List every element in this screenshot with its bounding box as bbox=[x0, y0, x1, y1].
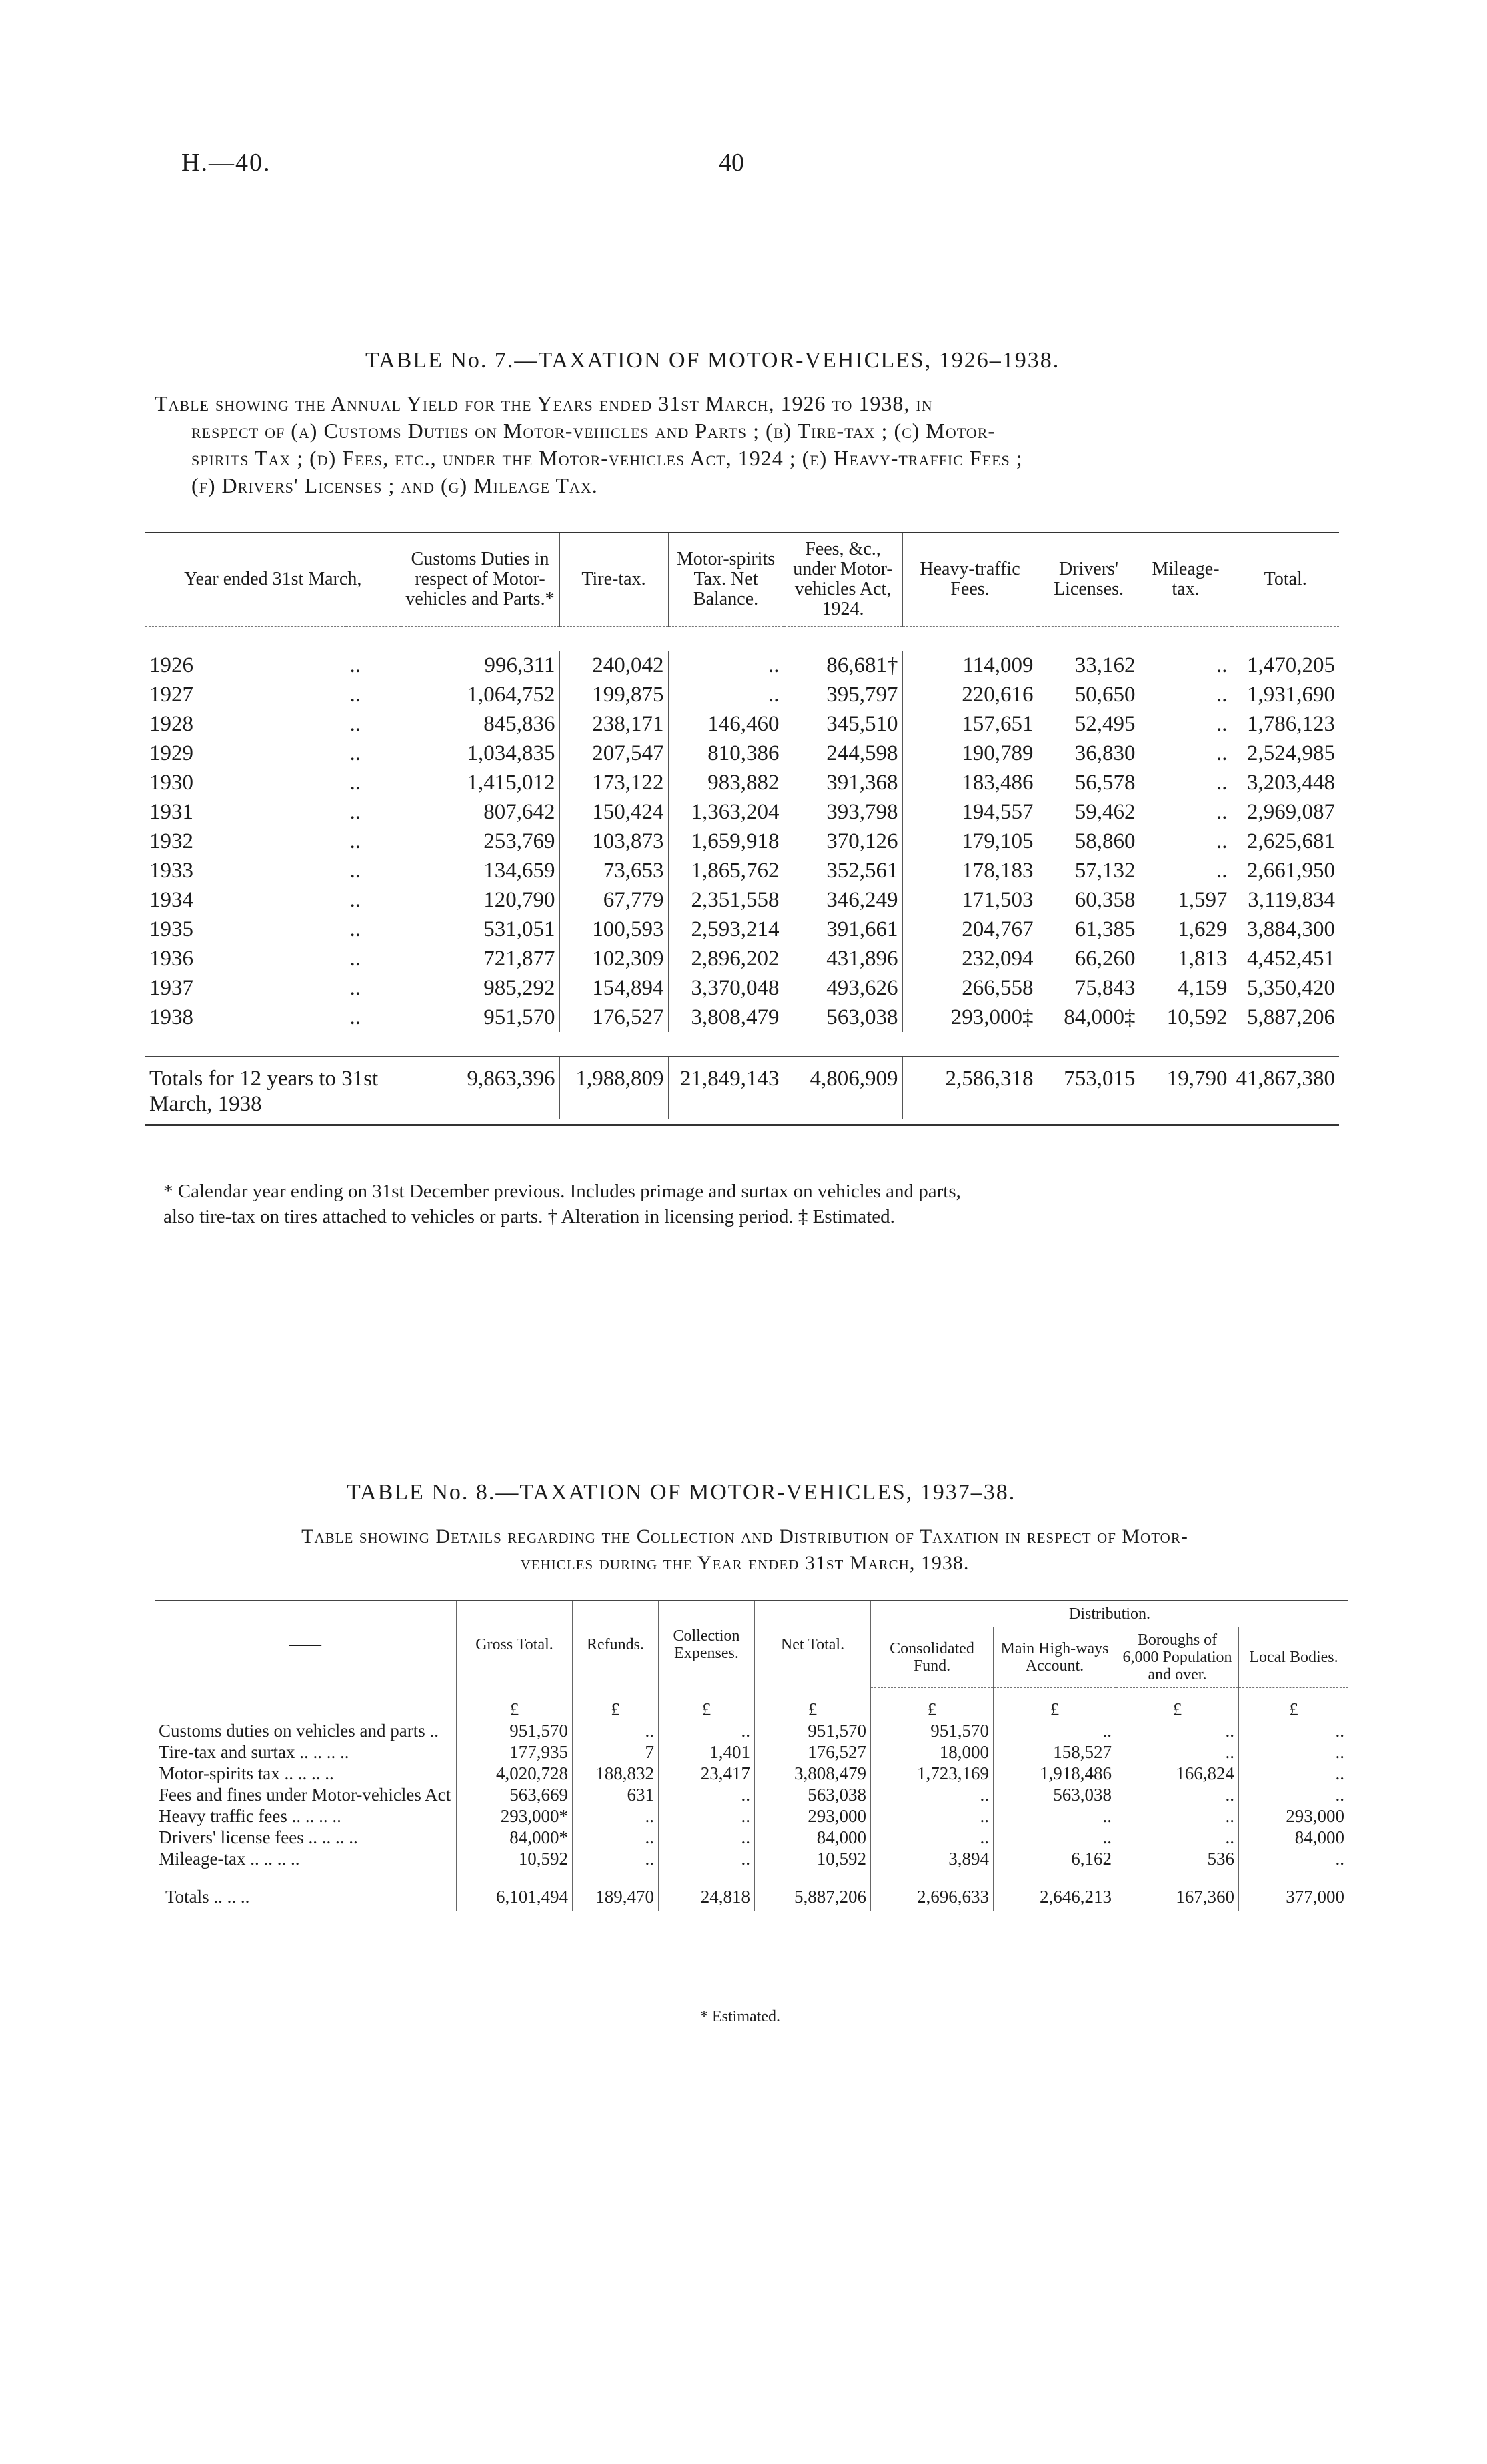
drivers-cell: 58,860 bbox=[1038, 827, 1140, 856]
motor-cell: 1,865,762 bbox=[668, 856, 784, 885]
fees-cell: 563,038 bbox=[784, 1003, 902, 1032]
table7-header-row bbox=[145, 533, 1339, 627]
table7-description-line: respect of (a) Customs Duties on Motor-vehicles and Parts ; (b) Tire-tax ; (c) Motor- bbox=[191, 419, 996, 443]
tire-cell: 103,873 bbox=[559, 827, 668, 856]
total-cell: 2,661,950 bbox=[1232, 856, 1339, 885]
table7-description-line: Table showing the Annual Yield for the Years ended 31st March, 1926 to 1938, in bbox=[155, 391, 933, 415]
boroughs-cell: 166,824 bbox=[1116, 1763, 1239, 1784]
table-row bbox=[155, 1805, 1348, 1827]
total-cell: 1,470,205 bbox=[1232, 651, 1339, 680]
total-cell: 1,786,123 bbox=[1232, 709, 1339, 739]
net-cell: 176,527 bbox=[755, 1741, 871, 1763]
table8 bbox=[155, 1600, 1348, 1915]
col-header-refunds: Refunds. bbox=[573, 1601, 659, 1688]
mileage-cell: .. bbox=[1140, 651, 1232, 680]
refunds-cell: .. bbox=[573, 1805, 659, 1827]
consolidated-cell: .. bbox=[871, 1784, 994, 1805]
table-row bbox=[145, 1003, 1339, 1032]
totals-customs: 9,863,396 bbox=[401, 1057, 559, 1119]
year-cell: 1930 bbox=[149, 771, 193, 795]
motor-cell: 2,593,214 bbox=[668, 915, 784, 944]
col-header-boroughs: Boroughs of 6,000 Population and over. bbox=[1116, 1627, 1239, 1688]
table-row bbox=[155, 1763, 1348, 1784]
drivers-cell: 84,000‡ bbox=[1038, 1003, 1140, 1032]
customs-cell: 951,570 bbox=[401, 1003, 559, 1032]
totals-tire: 1,988,809 bbox=[559, 1057, 668, 1119]
refunds-cell: 188,832 bbox=[573, 1763, 659, 1784]
customs-cell: 253,769 bbox=[401, 827, 559, 856]
motor-cell: 2,896,202 bbox=[668, 944, 784, 973]
motor-cell: 983,882 bbox=[668, 768, 784, 797]
highways-cell: .. bbox=[994, 1805, 1116, 1827]
consolidated-cell: .. bbox=[871, 1805, 994, 1827]
table-row bbox=[145, 827, 1339, 856]
unit-symbol: £ bbox=[1116, 1688, 1239, 1721]
drivers-cell: 57,132 bbox=[1038, 856, 1140, 885]
leader-dots: .. bbox=[349, 771, 361, 795]
table8-title: TABLE No. 8.—TAXATION OF MOTOR-VEHICLES, 1937–38. bbox=[347, 1480, 1016, 1505]
leader-dots: .. bbox=[349, 1005, 361, 1029]
fees-cell: 391,661 bbox=[784, 915, 902, 944]
table8-footnote: * Estimated. bbox=[700, 2008, 780, 2025]
drivers-cell: 59,462 bbox=[1038, 797, 1140, 827]
year-cell: 1937 bbox=[149, 976, 193, 1000]
refunds-cell: .. bbox=[573, 1827, 659, 1848]
col-header-heavy-traffic: Heavy-traffic Fees. bbox=[902, 533, 1038, 627]
col-header-total: Total. bbox=[1232, 533, 1339, 627]
totals-label: Totals .. .. .. bbox=[165, 1887, 250, 1907]
consolidated-cell: .. bbox=[871, 1827, 994, 1848]
table7-description-line: (f) Drivers' Licenses ; and (g) Mileage Tax. bbox=[191, 473, 598, 497]
fees-cell: 395,797 bbox=[784, 680, 902, 709]
customs-cell: 721,877 bbox=[401, 944, 559, 973]
local-cell: .. bbox=[1239, 1784, 1349, 1805]
total-cell: 5,350,420 bbox=[1232, 973, 1339, 1003]
boroughs-cell: 536 bbox=[1116, 1848, 1239, 1869]
tire-cell: 150,424 bbox=[559, 797, 668, 827]
totals-highways: 2,646,213 bbox=[994, 1869, 1116, 1911]
customs-cell: 531,051 bbox=[401, 915, 559, 944]
highways-cell: .. bbox=[994, 1720, 1116, 1741]
col-header-drivers: Drivers' Licenses. bbox=[1038, 533, 1140, 627]
table-row bbox=[155, 1848, 1348, 1869]
consolidated-cell: 1,723,169 bbox=[871, 1763, 994, 1784]
heavy-cell: 179,105 bbox=[902, 827, 1038, 856]
motor-cell: 1,363,204 bbox=[668, 797, 784, 827]
motor-cell: 810,386 bbox=[668, 739, 784, 768]
fees-cell: 346,249 bbox=[784, 885, 902, 915]
drivers-cell: 50,650 bbox=[1038, 680, 1140, 709]
item-label: Heavy traffic fees .. .. .. .. bbox=[159, 1806, 341, 1826]
collection-cell: 23,417 bbox=[659, 1763, 755, 1784]
table-row bbox=[145, 651, 1339, 680]
item-label: Customs duties on vehicles and parts .. bbox=[159, 1721, 439, 1741]
customs-cell: 1,034,835 bbox=[401, 739, 559, 768]
mileage-cell: .. bbox=[1140, 856, 1232, 885]
customs-cell: 807,642 bbox=[401, 797, 559, 827]
tire-cell: 238,171 bbox=[559, 709, 668, 739]
table-row bbox=[145, 973, 1339, 1003]
totals-refunds: 189,470 bbox=[573, 1869, 659, 1911]
leader-dots: .. bbox=[349, 683, 361, 707]
table7-description-line: spirits Tax ; (d) Fees, etc., under the Motor-vehicles Act, 1924 ; (e) Heavy-traffic Fees ; bbox=[191, 446, 1023, 470]
motor-cell: .. bbox=[668, 680, 784, 709]
drivers-cell: 33,162 bbox=[1038, 651, 1140, 680]
item-label: Mileage-tax .. .. .. .. bbox=[159, 1849, 300, 1869]
local-cell: .. bbox=[1239, 1763, 1349, 1784]
year-cell: 1935 bbox=[149, 917, 193, 941]
highways-cell: 563,038 bbox=[994, 1784, 1116, 1805]
table-row bbox=[145, 768, 1339, 797]
fees-cell: 86,681† bbox=[784, 651, 902, 680]
col-header-collection: Collection Expenses. bbox=[659, 1601, 755, 1688]
totals-motor: 21,849,143 bbox=[668, 1057, 784, 1119]
consolidated-cell: 3,894 bbox=[871, 1848, 994, 1869]
table-row bbox=[155, 1827, 1348, 1848]
mileage-cell: .. bbox=[1140, 709, 1232, 739]
col-header-net: Net Total. bbox=[755, 1601, 871, 1688]
customs-cell: 120,790 bbox=[401, 885, 559, 915]
year-cell: 1926 bbox=[149, 653, 193, 677]
col-header-highways: Main High-ways Account. bbox=[994, 1627, 1116, 1688]
drivers-cell: 66,260 bbox=[1038, 944, 1140, 973]
total-cell: 2,625,681 bbox=[1232, 827, 1339, 856]
year-cell: 1929 bbox=[149, 741, 193, 765]
heavy-cell: 232,094 bbox=[902, 944, 1038, 973]
table8-description-line: Table showing Details regarding the Collection and Distribution of Taxation in respect of Motor- bbox=[301, 1525, 1188, 1547]
totals-boroughs: 167,360 bbox=[1116, 1869, 1239, 1911]
drivers-cell: 60,358 bbox=[1038, 885, 1140, 915]
boroughs-cell: .. bbox=[1116, 1827, 1239, 1848]
total-cell: 3,884,300 bbox=[1232, 915, 1339, 944]
boroughs-cell: .. bbox=[1116, 1805, 1239, 1827]
heavy-cell: 114,009 bbox=[902, 651, 1038, 680]
col-header-tire-tax: Tire-tax. bbox=[559, 533, 668, 627]
collection-cell: .. bbox=[659, 1720, 755, 1741]
gross-cell: 293,000* bbox=[457, 1805, 573, 1827]
year-cell: 1931 bbox=[149, 800, 193, 824]
col-header-gross: Gross Total. bbox=[457, 1601, 573, 1688]
leader-dots: .. bbox=[349, 947, 361, 971]
local-cell: .. bbox=[1239, 1741, 1349, 1763]
col-header-local: Local Bodies. bbox=[1239, 1627, 1349, 1688]
highways-cell: 6,162 bbox=[994, 1848, 1116, 1869]
table7-title: TABLE No. 7.—TAXATION OF MOTOR-VEHICLES, 1926–1938. bbox=[365, 348, 1060, 373]
customs-cell: 996,311 bbox=[401, 651, 559, 680]
total-cell: 4,452,451 bbox=[1232, 944, 1339, 973]
totals-fees: 4,806,909 bbox=[784, 1057, 902, 1119]
local-cell: 293,000 bbox=[1239, 1805, 1349, 1827]
col-header-consolidated: Consolidated Fund. bbox=[871, 1627, 994, 1688]
table-row bbox=[155, 1741, 1348, 1763]
total-cell: 2,524,985 bbox=[1232, 739, 1339, 768]
drivers-cell: 56,578 bbox=[1038, 768, 1140, 797]
customs-cell: 134,659 bbox=[401, 856, 559, 885]
leader-dots: .. bbox=[349, 829, 361, 853]
tire-cell: 67,779 bbox=[559, 885, 668, 915]
tire-cell: 240,042 bbox=[559, 651, 668, 680]
net-cell: 10,592 bbox=[755, 1848, 871, 1869]
collection-cell: .. bbox=[659, 1827, 755, 1848]
net-cell: 3,808,479 bbox=[755, 1763, 871, 1784]
totals-total: 41,867,380 bbox=[1232, 1057, 1339, 1119]
boroughs-cell: .. bbox=[1116, 1784, 1239, 1805]
mileage-cell: 1,597 bbox=[1140, 885, 1232, 915]
tire-cell: 173,122 bbox=[559, 768, 668, 797]
gross-cell: 84,000* bbox=[457, 1827, 573, 1848]
leader-dots: .. bbox=[349, 712, 361, 736]
heavy-cell: 194,557 bbox=[902, 797, 1038, 827]
leader-dots: .. bbox=[349, 917, 361, 941]
footnote-line: also tire-tax on tires attached to vehicles or parts. † Alteration in licensing period. ‡ Estimated. bbox=[163, 1206, 895, 1227]
motor-cell: 3,370,048 bbox=[668, 973, 784, 1003]
net-cell: 293,000 bbox=[755, 1805, 871, 1827]
totals-consolidated: 2,696,633 bbox=[871, 1869, 994, 1911]
net-cell: 951,570 bbox=[755, 1720, 871, 1741]
collection-cell: 1,401 bbox=[659, 1741, 755, 1763]
col-header-year: Year ended 31st March, bbox=[145, 533, 401, 627]
mileage-cell: .. bbox=[1140, 680, 1232, 709]
local-cell: .. bbox=[1239, 1848, 1349, 1869]
table8-totals-row bbox=[155, 1869, 1348, 1911]
tire-cell: 154,894 bbox=[559, 973, 668, 1003]
year-cell: 1934 bbox=[149, 888, 193, 912]
heavy-cell: 171,503 bbox=[902, 885, 1038, 915]
item-label: Motor-spirits tax .. .. .. .. bbox=[159, 1763, 334, 1783]
year-cell: 1932 bbox=[149, 829, 193, 853]
stub-header: —— bbox=[289, 1635, 321, 1653]
refunds-cell: 7 bbox=[573, 1741, 659, 1763]
year-cell: 1933 bbox=[149, 859, 193, 883]
total-cell: 2,969,087 bbox=[1232, 797, 1339, 827]
motor-cell: 2,351,558 bbox=[668, 885, 784, 915]
item-label: Drivers' license fees .. .. .. .. bbox=[159, 1827, 358, 1847]
highways-cell: .. bbox=[994, 1827, 1116, 1848]
drivers-cell: 75,843 bbox=[1038, 973, 1140, 1003]
fees-cell: 370,126 bbox=[784, 827, 902, 856]
table8-description bbox=[155, 1523, 1335, 1577]
mileage-cell: .. bbox=[1140, 739, 1232, 768]
refunds-cell: .. bbox=[573, 1720, 659, 1741]
boroughs-cell: .. bbox=[1116, 1720, 1239, 1741]
col-header-distribution: Distribution. bbox=[871, 1601, 1349, 1627]
fees-cell: 431,896 bbox=[784, 944, 902, 973]
page-reference: H.—40. bbox=[181, 149, 271, 177]
customs-cell: 1,415,012 bbox=[401, 768, 559, 797]
table-row bbox=[155, 1720, 1348, 1741]
customs-cell: 985,292 bbox=[401, 973, 559, 1003]
consolidated-cell: 951,570 bbox=[871, 1720, 994, 1741]
table-row bbox=[145, 944, 1339, 973]
totals-mileage: 19,790 bbox=[1140, 1057, 1232, 1119]
unit-symbol: £ bbox=[1239, 1688, 1349, 1721]
drivers-cell: 52,495 bbox=[1038, 709, 1140, 739]
unit-symbol: £ bbox=[994, 1688, 1116, 1721]
item-label: Fees and fines under Motor-vehicles Act bbox=[159, 1785, 451, 1805]
motor-cell: .. bbox=[668, 651, 784, 680]
mileage-cell: .. bbox=[1140, 827, 1232, 856]
highways-cell: 1,918,486 bbox=[994, 1763, 1116, 1784]
unit-symbol: £ bbox=[755, 1688, 871, 1721]
table-row bbox=[145, 739, 1339, 768]
mileage-cell: 1,813 bbox=[1140, 944, 1232, 973]
leader-dots: .. bbox=[349, 653, 361, 677]
table-row bbox=[145, 885, 1339, 915]
item-label: Tire-tax and surtax .. .. .. .. bbox=[159, 1742, 349, 1762]
net-cell: 84,000 bbox=[755, 1827, 871, 1848]
unit-symbol: £ bbox=[871, 1688, 994, 1721]
totals-heavy: 2,586,318 bbox=[902, 1057, 1038, 1119]
fees-cell: 391,368 bbox=[784, 768, 902, 797]
gross-cell: 563,669 bbox=[457, 1784, 573, 1805]
local-cell: .. bbox=[1239, 1720, 1349, 1741]
totals-drivers: 753,015 bbox=[1038, 1057, 1140, 1119]
motor-cell: 1,659,918 bbox=[668, 827, 784, 856]
year-cell: 1928 bbox=[149, 712, 193, 736]
table-row bbox=[145, 680, 1339, 709]
totals-gross: 6,101,494 bbox=[457, 1869, 573, 1911]
drivers-cell: 36,830 bbox=[1038, 739, 1140, 768]
collection-cell: .. bbox=[659, 1848, 755, 1869]
gross-cell: 951,570 bbox=[457, 1720, 573, 1741]
leader-dots: .. bbox=[349, 888, 361, 912]
highways-cell: 158,527 bbox=[994, 1741, 1116, 1763]
drivers-cell: 61,385 bbox=[1038, 915, 1140, 944]
mileage-cell: 10,592 bbox=[1140, 1003, 1232, 1032]
net-cell: 563,038 bbox=[755, 1784, 871, 1805]
totals-local: 377,000 bbox=[1239, 1869, 1349, 1911]
totals-collection: 24,818 bbox=[659, 1869, 755, 1911]
fees-cell: 493,626 bbox=[784, 973, 902, 1003]
heavy-cell: 157,651 bbox=[902, 709, 1038, 739]
gross-cell: 177,935 bbox=[457, 1741, 573, 1763]
total-cell: 3,119,834 bbox=[1232, 885, 1339, 915]
heavy-cell: 220,616 bbox=[902, 680, 1038, 709]
tire-cell: 102,309 bbox=[559, 944, 668, 973]
leader-dots: .. bbox=[349, 800, 361, 824]
col-header-customs: Customs Duties in respect of Motor-vehicles and Parts.* bbox=[401, 533, 559, 627]
refunds-cell: .. bbox=[573, 1848, 659, 1869]
fees-cell: 345,510 bbox=[784, 709, 902, 739]
heavy-cell: 183,486 bbox=[902, 768, 1038, 797]
page-number: 40 bbox=[719, 149, 744, 177]
heavy-cell: 293,000‡ bbox=[902, 1003, 1038, 1032]
table-row bbox=[145, 797, 1339, 827]
footnote-line: * Calendar year ending on 31st December previous. Includes primage and surtax on vehicles and parts, bbox=[163, 1181, 961, 1202]
unit-symbol: £ bbox=[659, 1688, 755, 1721]
col-header-mileage: Mileage-tax. bbox=[1140, 533, 1232, 627]
fees-cell: 393,798 bbox=[784, 797, 902, 827]
boroughs-cell: .. bbox=[1116, 1741, 1239, 1763]
tire-cell: 199,875 bbox=[559, 680, 668, 709]
refunds-cell: 631 bbox=[573, 1784, 659, 1805]
table-row bbox=[155, 1784, 1348, 1805]
gross-cell: 4,020,728 bbox=[457, 1763, 573, 1784]
consolidated-cell: 18,000 bbox=[871, 1741, 994, 1763]
mileage-cell: 4,159 bbox=[1140, 973, 1232, 1003]
leader-dots: .. bbox=[349, 741, 361, 765]
table7-totals-row bbox=[145, 1057, 1339, 1119]
total-cell: 1,931,690 bbox=[1232, 680, 1339, 709]
mileage-cell: 1,629 bbox=[1140, 915, 1232, 944]
leader-dots: .. bbox=[349, 976, 361, 1000]
tire-cell: 100,593 bbox=[559, 915, 668, 944]
table8-description-line: vehicles during the Year ended 31st March, 1938. bbox=[520, 1552, 970, 1574]
totals-label: Totals for 12 years to 31st March, 1938 bbox=[145, 1057, 401, 1119]
tire-cell: 73,653 bbox=[559, 856, 668, 885]
unit-symbol: £ bbox=[573, 1688, 659, 1721]
totals-net: 5,887,206 bbox=[755, 1869, 871, 1911]
fees-cell: 352,561 bbox=[784, 856, 902, 885]
col-header-fees: Fees, &c., under Motor-vehicles Act, 1924. bbox=[784, 533, 902, 627]
tire-cell: 176,527 bbox=[559, 1003, 668, 1032]
heavy-cell: 204,767 bbox=[902, 915, 1038, 944]
mileage-cell: .. bbox=[1140, 768, 1232, 797]
unit-symbol: £ bbox=[457, 1688, 573, 1721]
gross-cell: 10,592 bbox=[457, 1848, 573, 1869]
total-cell: 5,887,206 bbox=[1232, 1003, 1339, 1032]
collection-cell: .. bbox=[659, 1784, 755, 1805]
year-cell: 1938 bbox=[149, 1005, 193, 1029]
table-row bbox=[145, 709, 1339, 739]
year-cell: 1927 bbox=[149, 683, 193, 707]
table7-footnotes bbox=[163, 1179, 1344, 1229]
customs-cell: 845,836 bbox=[401, 709, 559, 739]
unit-row bbox=[155, 1688, 1348, 1721]
mileage-cell: .. bbox=[1140, 797, 1232, 827]
local-cell: 84,000 bbox=[1239, 1827, 1349, 1848]
year-cell: 1936 bbox=[149, 947, 193, 971]
heavy-cell: 266,558 bbox=[902, 973, 1038, 1003]
table7-description bbox=[155, 390, 1335, 499]
customs-cell: 1,064,752 bbox=[401, 680, 559, 709]
heavy-cell: 190,789 bbox=[902, 739, 1038, 768]
leader-dots: .. bbox=[349, 859, 361, 883]
col-header-motor-spirits: Motor-spirits Tax. Net Balance. bbox=[668, 533, 784, 627]
total-cell: 3,203,448 bbox=[1232, 768, 1339, 797]
heavy-cell: 178,183 bbox=[902, 856, 1038, 885]
table7 bbox=[145, 531, 1339, 1126]
fees-cell: 244,598 bbox=[784, 739, 902, 768]
motor-cell: 3,808,479 bbox=[668, 1003, 784, 1032]
table-row bbox=[145, 856, 1339, 885]
tire-cell: 207,547 bbox=[559, 739, 668, 768]
table-row bbox=[145, 915, 1339, 944]
collection-cell: .. bbox=[659, 1805, 755, 1827]
motor-cell: 146,460 bbox=[668, 709, 784, 739]
